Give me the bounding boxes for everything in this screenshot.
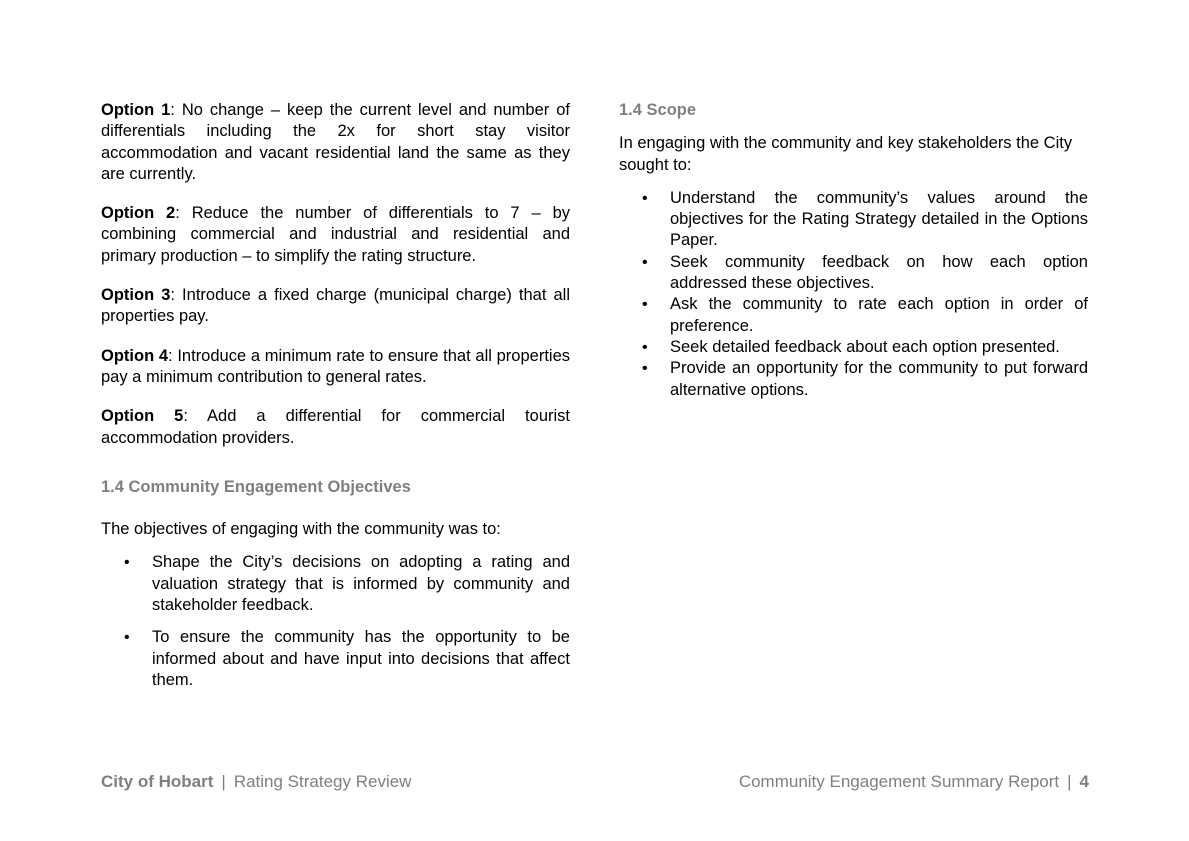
page-number: 4	[1079, 772, 1089, 791]
footer-separator: |	[221, 772, 226, 791]
objectives-intro: The objectives of engaging with the community was to:	[101, 520, 501, 539]
list-item: • Understand the community’s values around the objectives for the Rating Strategy detailed in the Options Paper.	[619, 188, 1088, 252]
list-item: • Ask the community to rate each option in order of preference.	[619, 294, 1088, 337]
objectives-list	[101, 552, 570, 691]
footer-report: Community Engagement Summary Report	[738, 772, 1060, 791]
footer-org: City of Hobart	[101, 772, 214, 791]
right-column	[619, 100, 1088, 401]
option-label: Option 1	[101, 101, 171, 119]
list-item: • To ensure the community has the opportunity to be informed about and have input into decisions that affect them.	[101, 627, 570, 691]
left-column	[101, 100, 570, 702]
option-label: Option 5	[101, 407, 184, 426]
option-text: : No change – keep the current level and number of differentials including the 2x for short stay visitor accommodation and vacant residential land the same as they are currently.	[101, 101, 570, 183]
option-text: : Reduce the number of differentials to 7 – by combining commercial and industrial and residential and primary production – to simplify the rating structure.	[101, 204, 570, 265]
option-3	[101, 285, 570, 328]
option-text: : Introduce a minimum rate to ensure that all properties pay a minimum contribution to general rates.	[101, 346, 570, 386]
option-label: Option 4	[101, 346, 169, 365]
objectives-heading: 1.4 Community Engagement Objectives	[101, 477, 411, 496]
option-5	[101, 406, 570, 449]
scope-list	[619, 188, 1088, 401]
option-4	[101, 346, 570, 389]
option-label: Option 3	[101, 286, 171, 305]
list-item: • Provide an opportunity for the community to put forward alternative options.	[619, 358, 1088, 401]
list-item: • Shape the City’s decisions on adopting a rating and valuation strategy that is informed by community and stakeholder feedback.	[101, 552, 570, 616]
footer-project: Rating Strategy Review	[233, 772, 412, 791]
option-2	[101, 203, 570, 267]
list-item: • Seek detailed feedback about each option presented.	[619, 337, 1088, 358]
scope-heading: 1.4 Scope	[619, 101, 697, 119]
option-text: : Introduce a fixed charge (municipal charge) that all properties pay.	[101, 286, 570, 326]
footer-right	[739, 771, 1089, 792]
option-label: Option 2	[101, 204, 176, 223]
footer-separator: |	[1067, 772, 1072, 791]
option-text: : Add a differential for commercial tourist accommodation providers.	[101, 407, 570, 447]
scope-intro: In engaging with the community and key stakeholders the City sought to:	[619, 134, 1073, 174]
list-item: • Seek community feedback on how each option addressed these objectives.	[619, 252, 1088, 295]
footer-left	[101, 771, 411, 792]
option-1	[101, 100, 570, 185]
